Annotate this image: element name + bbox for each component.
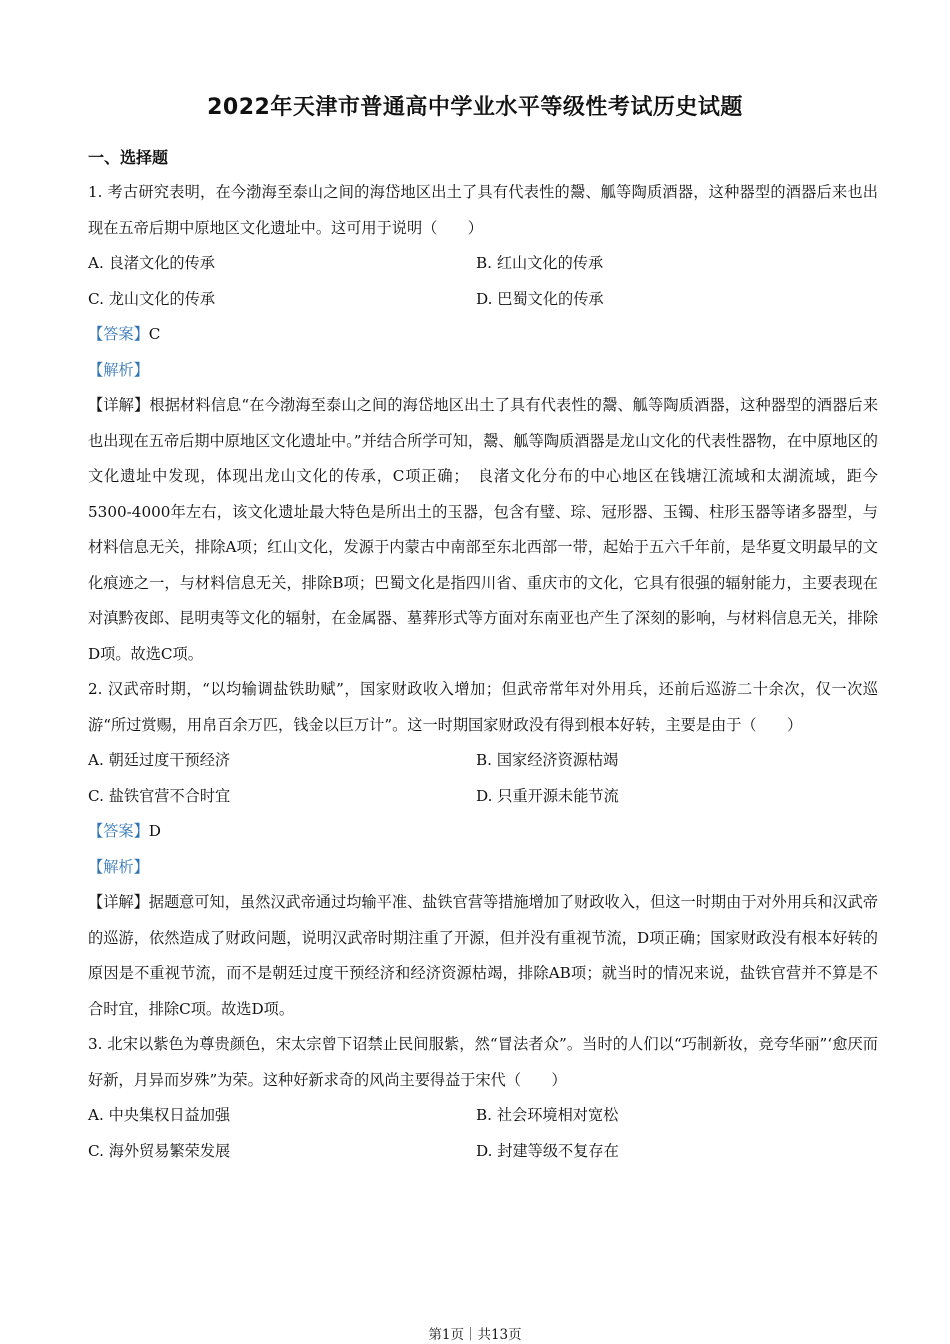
option-d: D. 巴蜀文化的传承 (476, 289, 604, 308)
option-b: B. 国家经济资源枯竭 (476, 751, 619, 769)
option-d: D. 只重开源未能节流 (476, 786, 619, 805)
option-c: C. 龙山文化的传承 (88, 289, 216, 308)
content-body (88, 175, 878, 1169)
options-list (88, 246, 878, 317)
option-c: C. 盐铁官营不合时宜 (88, 786, 231, 805)
option-c: C. 海外贸易繁荣发展 (88, 1141, 231, 1160)
answer-value: C (148, 325, 161, 343)
answer-line (88, 317, 878, 353)
analysis-label: 【解析】 (88, 857, 149, 876)
question-stem: 1. 考古研究表明，在今渤海至泰山之间的海岱地区出土了具有代表性的鬶、觚等陶质酒器，这种器型的酒器后来也出现在五帝后期中原地区文化遗址中。这可用于说明（ ） (88, 183, 878, 237)
question-2 (88, 672, 878, 1027)
option-d: D. 封建等级不复存在 (476, 1141, 619, 1160)
answer-label: 【答案】 (88, 822, 149, 840)
page-footer: 第1页｜共13页 (428, 1327, 522, 1343)
option-a: A. 良渚文化的传承 (88, 254, 215, 272)
option-a: A. 朝廷过度干预经济 (88, 751, 231, 769)
options-list (88, 1098, 878, 1169)
analysis-line (88, 353, 878, 389)
question-stem: 3. 北宋以紫色为尊贵颜色，宋太宗曾下诏禁止民间服紫，然“冒法者众”。当时的人们以“巧制新妆，竞夸华丽”‘愈厌而好新，月异而岁殊”为荣。这种好新求奇的风尚主要得益于宋代（ ） (88, 1035, 878, 1089)
detail-text: 根据材料信息“在今渤海至泰山之间的海岱地区出土了具有代表性的鬶、觚等陶质酒器，这种器型的酒器后来也出现在五帝后期中原地区文化遗址中。”并结合所学可知，鬶、觚等陶质酒器是龙山文化的代表性器物，在中原地区的文化遗址中发现，体现出龙山文化的传承，C项正确； 良渚文化分布的中心地区在钱塘江流域和太湖流域，距今5300-4000年左右，该文化遗址最大特色是所出土的玉器，包含有璧、琮、冠形器、玉镯、柱形玉器等诸多器型，与材料信息无关，排除A项；红山文化，发源于内蒙古中南部至东北西部一带，起始于五六千年前，是华夏文明最早的文化痕迹之一，与材料信息无关，排除B项；巴蜀文化是指四川省、重庆市的文化，它具有很强的辐射能力，主要表现在对滇黔夜郎、昆明夷等文化的辐射，在金属器、墓葬形式等方面对东南亚也产生了深刻的影响，与材料信息无关，排除D项。故选C项。 (88, 396, 879, 663)
question-1 (88, 175, 878, 672)
detail-paragraph (88, 885, 878, 1027)
option-b: B. 红山文化的传承 (476, 254, 604, 272)
option-a: A. 中央集权日益加强 (88, 1106, 231, 1124)
detail-label: 【详解】 (88, 893, 149, 911)
answer-value: D (148, 822, 161, 840)
analysis-label: 【解析】 (88, 360, 149, 379)
options-list (88, 743, 878, 814)
section-heading: 一、选择题 (88, 148, 169, 167)
page-title: 2022年天津市普通高中学业水平等级性考试历史试题 (207, 95, 743, 120)
detail-label: 【详解】 (88, 396, 150, 414)
analysis-line (88, 850, 878, 886)
detail-text: 据题意可知，虽然汉武帝通过均输平准、盐铁官营等措施增加了财政收入，但这一时期由于对外用兵和汉武帝的巡游，依然造成了财政问题，说明汉武帝时期注重了开源，但并没有重视节流，D项正确；国家财政没有根本好转的原因是不重视节流，而不是朝廷过度干预经济和经济资源枯竭，排除AB项；就当时的情况来说，盐铁官营并不算是不合时宜，排除C项。故选D项。 (88, 893, 879, 1018)
answer-line (88, 814, 878, 850)
answer-label: 【答案】 (88, 325, 149, 343)
question-stem: 2. 汉武帝时期，“以均输调盐铁助赋”，国家财政收入增加；但武帝常年对外用兵，还前后巡游二十余次，仅一次巡游“所过赏赐，用帛百余万匹，钱金以巨万计”。这一时期国家财政没有得到根本好转，主要是由于（ ） (88, 680, 878, 734)
question-3 (88, 1027, 878, 1169)
detail-paragraph (88, 388, 878, 672)
option-b: B. 社会环境相对宽松 (476, 1106, 619, 1124)
